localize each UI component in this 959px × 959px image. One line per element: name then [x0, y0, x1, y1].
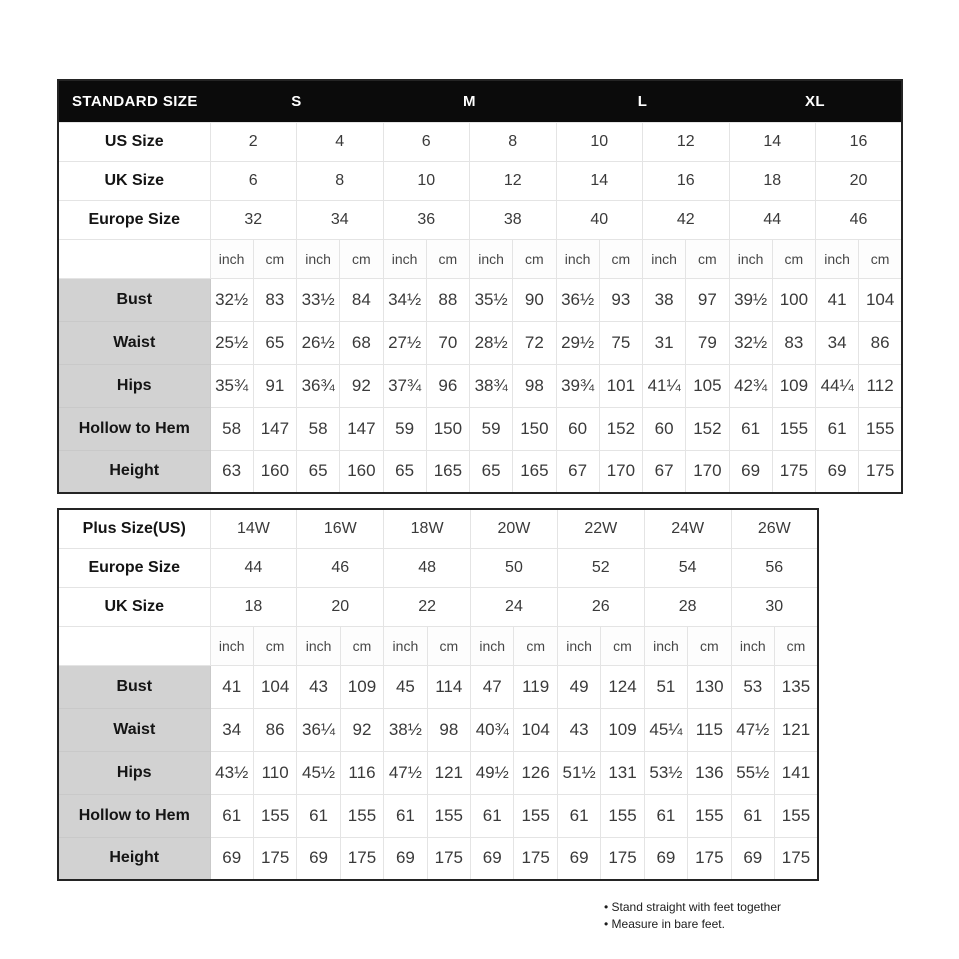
unit-cell: inch [297, 626, 340, 665]
size-value-cell: 34 [297, 200, 384, 239]
measure-cm-cell: 79 [686, 321, 729, 364]
measure-cm-cell: 170 [599, 450, 642, 493]
measure-inch-cell: 55½ [731, 751, 774, 794]
measure-inch-cell: 45¼ [644, 708, 687, 751]
measure-inch-cell: 61 [384, 794, 427, 837]
unit-cell: cm [340, 239, 383, 278]
measure-inch-cell: 61 [731, 794, 774, 837]
measure-cm-cell: 88 [426, 278, 469, 321]
size-value-cell: 24W [644, 509, 731, 548]
size-value-cell: 44 [210, 548, 297, 587]
measure-cm-cell: 83 [772, 321, 815, 364]
measure-cm-cell: 109 [601, 708, 644, 751]
measure-cm-cell: 160 [340, 450, 383, 493]
unit-cell: inch [729, 239, 772, 278]
measure-inch-cell: 61 [644, 794, 687, 837]
row-label: Height [58, 450, 210, 493]
unit-cell: cm [426, 239, 469, 278]
size-value-cell: 20 [816, 161, 903, 200]
measure-inch-cell: 65 [297, 450, 340, 493]
measure-cm-cell: 93 [599, 278, 642, 321]
row-label: Hips [58, 364, 210, 407]
measure-inch-cell: 49 [557, 665, 600, 708]
measure-inch-cell: 35¾ [210, 364, 253, 407]
measure-inch-cell: 63 [210, 450, 253, 493]
measure-inch-cell: 41¼ [643, 364, 686, 407]
row-label: Europe Size [58, 548, 210, 587]
measure-cm-cell: 105 [686, 364, 729, 407]
measure-inch-cell: 49½ [471, 751, 514, 794]
measure-inch-cell: 65 [470, 450, 513, 493]
unit-cell: inch [816, 239, 859, 278]
measure-cm-cell: 72 [513, 321, 556, 364]
unit-cell: inch [210, 239, 253, 278]
measure-cm-cell: 175 [340, 837, 383, 880]
measure-inch-cell: 69 [816, 450, 859, 493]
unit-cell: inch [643, 239, 686, 278]
size-value-cell: 6 [383, 122, 470, 161]
measure-cm-cell: 92 [340, 364, 383, 407]
unit-cell: cm [772, 239, 815, 278]
measure-inch-cell: 51 [644, 665, 687, 708]
measure-cm-cell: 150 [513, 407, 556, 450]
measure-inch-cell: 58 [210, 407, 253, 450]
measure-inch-cell: 25½ [210, 321, 253, 364]
measure-inch-cell: 41 [816, 278, 859, 321]
measure-cm-cell: 104 [859, 278, 902, 321]
measure-cm-cell: 155 [514, 794, 557, 837]
measure-cm-cell: 152 [599, 407, 642, 450]
measure-cm-cell: 83 [253, 278, 296, 321]
measure-inch-cell: 36¾ [297, 364, 340, 407]
size-value-cell: 56 [731, 548, 818, 587]
measure-inch-cell: 34 [816, 321, 859, 364]
row-label: Plus Size(US) [58, 509, 210, 548]
measure-cm-cell: 155 [859, 407, 902, 450]
measure-cm-cell: 165 [513, 450, 556, 493]
size-value-cell: 50 [471, 548, 558, 587]
row-label: Bust [58, 278, 210, 321]
measure-inch-cell: 35½ [470, 278, 513, 321]
unit-cell: inch [731, 626, 774, 665]
unit-cell: inch [470, 239, 513, 278]
unit-cell: cm [513, 239, 556, 278]
unit-cell: cm [601, 626, 644, 665]
size-value-cell: 46 [816, 200, 903, 239]
size-value-cell: 20W [471, 509, 558, 548]
measure-inch-cell: 53 [731, 665, 774, 708]
measure-inch-cell: 34 [210, 708, 253, 751]
measure-inch-cell: 44¼ [816, 364, 859, 407]
footnote-stand-straight: • Stand straight with feet together [604, 899, 781, 916]
plus-size-table [57, 508, 819, 881]
size-value-cell: 30 [731, 587, 818, 626]
size-value-cell: 10 [383, 161, 470, 200]
size-value-cell: 18 [210, 587, 297, 626]
size-value-cell: 8 [297, 161, 384, 200]
measure-cm-cell: 175 [688, 837, 731, 880]
size-value-cell: 54 [644, 548, 731, 587]
measure-inch-cell: 38½ [384, 708, 427, 751]
measure-cm-cell: 175 [772, 450, 815, 493]
size-value-cell: 22W [557, 509, 644, 548]
measure-cm-cell: 160 [253, 450, 296, 493]
row-label: Height [58, 837, 210, 880]
unit-cell: cm [688, 626, 731, 665]
measure-cm-cell: 110 [253, 751, 296, 794]
measure-inch-cell: 69 [644, 837, 687, 880]
measure-inch-cell: 61 [471, 794, 514, 837]
measurement-footnotes [604, 899, 781, 933]
measure-cm-cell: 116 [340, 751, 383, 794]
measure-cm-cell: 98 [513, 364, 556, 407]
measure-cm-cell: 155 [774, 794, 818, 837]
measure-cm-cell: 155 [688, 794, 731, 837]
measure-inch-cell: 39½ [729, 278, 772, 321]
standard-size-table [57, 79, 903, 494]
measure-inch-cell: 67 [643, 450, 686, 493]
measure-cm-cell: 130 [688, 665, 731, 708]
measure-inch-cell: 43 [297, 665, 340, 708]
measure-cm-cell: 175 [859, 450, 902, 493]
measure-inch-cell: 61 [210, 794, 253, 837]
measure-cm-cell: 175 [514, 837, 557, 880]
unit-cell: inch [557, 626, 600, 665]
measure-cm-cell: 84 [340, 278, 383, 321]
measure-cm-cell: 114 [427, 665, 470, 708]
size-value-cell: 16W [297, 509, 384, 548]
size-group-header: S [210, 80, 383, 122]
measure-cm-cell: 170 [686, 450, 729, 493]
measure-inch-cell: 33½ [297, 278, 340, 321]
size-value-cell: 28 [644, 587, 731, 626]
measure-inch-cell: 69 [297, 837, 340, 880]
measure-cm-cell: 112 [859, 364, 902, 407]
unit-cell: inch [471, 626, 514, 665]
measure-inch-cell: 61 [816, 407, 859, 450]
unit-cell: cm [253, 626, 296, 665]
measure-cm-cell: 175 [774, 837, 818, 880]
measure-cm-cell: 100 [772, 278, 815, 321]
measure-inch-cell: 47 [471, 665, 514, 708]
unit-cell: inch [210, 626, 253, 665]
measure-cm-cell: 115 [688, 708, 731, 751]
row-label: Hollow to Hem [58, 794, 210, 837]
measure-cm-cell: 141 [774, 751, 818, 794]
unit-cell: inch [384, 626, 427, 665]
measure-inch-cell: 38 [643, 278, 686, 321]
measure-cm-cell: 104 [514, 708, 557, 751]
measure-cm-cell: 109 [340, 665, 383, 708]
unit-cell: cm [340, 626, 383, 665]
measure-inch-cell: 60 [556, 407, 599, 450]
size-value-cell: 46 [297, 548, 384, 587]
measure-cm-cell: 136 [688, 751, 731, 794]
size-value-cell: 44 [729, 200, 816, 239]
size-value-cell: 6 [210, 161, 297, 200]
size-value-cell: 36 [383, 200, 470, 239]
measure-cm-cell: 91 [253, 364, 296, 407]
measure-inch-cell: 47½ [731, 708, 774, 751]
unit-cell: inch [556, 239, 599, 278]
measure-inch-cell: 47½ [384, 751, 427, 794]
measure-inch-cell: 40¾ [471, 708, 514, 751]
measure-cm-cell: 175 [427, 837, 470, 880]
measure-inch-cell: 27½ [383, 321, 426, 364]
measure-cm-cell: 90 [513, 278, 556, 321]
size-value-cell: 22 [384, 587, 471, 626]
size-value-cell: 2 [210, 122, 297, 161]
measure-cm-cell: 152 [686, 407, 729, 450]
measure-cm-cell: 135 [774, 665, 818, 708]
measure-inch-cell: 69 [557, 837, 600, 880]
measure-inch-cell: 61 [557, 794, 600, 837]
size-value-cell: 40 [556, 200, 643, 239]
measure-cm-cell: 155 [772, 407, 815, 450]
measure-cm-cell: 147 [253, 407, 296, 450]
size-value-cell: 14W [210, 509, 297, 548]
row-label-empty [58, 239, 210, 278]
measure-cm-cell: 131 [601, 751, 644, 794]
measure-cm-cell: 165 [426, 450, 469, 493]
measure-cm-cell: 75 [599, 321, 642, 364]
measure-cm-cell: 147 [340, 407, 383, 450]
unit-cell: cm [599, 239, 642, 278]
size-value-cell: 38 [470, 200, 557, 239]
measure-inch-cell: 34½ [383, 278, 426, 321]
size-value-cell: 12 [470, 161, 557, 200]
measure-inch-cell: 31 [643, 321, 686, 364]
measure-cm-cell: 101 [599, 364, 642, 407]
unit-cell: cm [859, 239, 902, 278]
size-value-cell: 26W [731, 509, 818, 548]
measure-inch-cell: 65 [383, 450, 426, 493]
measure-cm-cell: 155 [340, 794, 383, 837]
size-value-cell: 52 [557, 548, 644, 587]
measure-cm-cell: 150 [426, 407, 469, 450]
row-label-empty [58, 626, 210, 665]
size-value-cell: 20 [297, 587, 384, 626]
size-value-cell: 4 [297, 122, 384, 161]
measure-inch-cell: 37¾ [383, 364, 426, 407]
measure-cm-cell: 121 [774, 708, 818, 751]
size-value-cell: 18W [384, 509, 471, 548]
size-value-cell: 16 [643, 161, 730, 200]
size-value-cell: 42 [643, 200, 730, 239]
measure-inch-cell: 32½ [210, 278, 253, 321]
measure-inch-cell: 59 [383, 407, 426, 450]
row-label: UK Size [58, 161, 210, 200]
measure-inch-cell: 53½ [644, 751, 687, 794]
measure-cm-cell: 86 [859, 321, 902, 364]
row-label: Hips [58, 751, 210, 794]
measure-inch-cell: 28½ [470, 321, 513, 364]
size-value-cell: 14 [556, 161, 643, 200]
row-label: Waist [58, 708, 210, 751]
measure-cm-cell: 86 [253, 708, 296, 751]
measure-inch-cell: 59 [470, 407, 513, 450]
size-value-cell: 18 [729, 161, 816, 200]
measure-cm-cell: 121 [427, 751, 470, 794]
measure-inch-cell: 42¾ [729, 364, 772, 407]
size-value-cell: 12 [643, 122, 730, 161]
measure-cm-cell: 98 [427, 708, 470, 751]
row-label: UK Size [58, 587, 210, 626]
measure-inch-cell: 67 [556, 450, 599, 493]
size-group-header: M [383, 80, 556, 122]
size-value-cell: 24 [471, 587, 558, 626]
unit-cell: inch [383, 239, 426, 278]
measure-inch-cell: 69 [210, 837, 253, 880]
measure-cm-cell: 126 [514, 751, 557, 794]
table-title: STANDARD SIZE [58, 80, 210, 122]
measure-inch-cell: 36½ [556, 278, 599, 321]
size-value-cell: 32 [210, 200, 297, 239]
size-group-header: XL [729, 80, 902, 122]
measure-cm-cell: 119 [514, 665, 557, 708]
measure-inch-cell: 43½ [210, 751, 253, 794]
measure-inch-cell: 58 [297, 407, 340, 450]
size-value-cell: 14 [729, 122, 816, 161]
unit-cell: cm [253, 239, 296, 278]
unit-cell: cm [514, 626, 557, 665]
size-value-cell: 16 [816, 122, 903, 161]
measure-inch-cell: 36¼ [297, 708, 340, 751]
measure-cm-cell: 175 [253, 837, 296, 880]
measure-cm-cell: 92 [340, 708, 383, 751]
measure-inch-cell: 69 [729, 450, 772, 493]
measure-cm-cell: 155 [601, 794, 644, 837]
measure-inch-cell: 45 [384, 665, 427, 708]
measure-inch-cell: 61 [729, 407, 772, 450]
row-label: Bust [58, 665, 210, 708]
measure-cm-cell: 109 [772, 364, 815, 407]
measure-cm-cell: 65 [253, 321, 296, 364]
measure-cm-cell: 124 [601, 665, 644, 708]
measure-cm-cell: 68 [340, 321, 383, 364]
unit-cell: cm [686, 239, 729, 278]
measure-inch-cell: 60 [643, 407, 686, 450]
measure-inch-cell: 69 [731, 837, 774, 880]
measure-inch-cell: 41 [210, 665, 253, 708]
measure-inch-cell: 38¾ [470, 364, 513, 407]
measure-cm-cell: 155 [253, 794, 296, 837]
measure-cm-cell: 175 [601, 837, 644, 880]
footnote-bare-feet: • Measure in bare feet. [604, 916, 781, 933]
row-label: US Size [58, 122, 210, 161]
measure-inch-cell: 29½ [556, 321, 599, 364]
measure-inch-cell: 61 [297, 794, 340, 837]
measure-cm-cell: 104 [253, 665, 296, 708]
row-label: Hollow to Hem [58, 407, 210, 450]
measure-inch-cell: 26½ [297, 321, 340, 364]
measure-inch-cell: 51½ [557, 751, 600, 794]
measure-inch-cell: 45½ [297, 751, 340, 794]
size-value-cell: 48 [384, 548, 471, 587]
size-value-cell: 8 [470, 122, 557, 161]
measure-cm-cell: 70 [426, 321, 469, 364]
size-value-cell: 10 [556, 122, 643, 161]
row-label: Waist [58, 321, 210, 364]
unit-cell: cm [774, 626, 818, 665]
measure-cm-cell: 155 [427, 794, 470, 837]
measure-inch-cell: 43 [557, 708, 600, 751]
measure-inch-cell: 39¾ [556, 364, 599, 407]
measure-cm-cell: 96 [426, 364, 469, 407]
measure-inch-cell: 69 [384, 837, 427, 880]
size-value-cell: 26 [557, 587, 644, 626]
unit-cell: inch [297, 239, 340, 278]
unit-cell: inch [644, 626, 687, 665]
unit-cell: cm [427, 626, 470, 665]
measure-inch-cell: 32½ [729, 321, 772, 364]
size-group-header: L [556, 80, 729, 122]
measure-inch-cell: 69 [471, 837, 514, 880]
row-label: Europe Size [58, 200, 210, 239]
measure-cm-cell: 97 [686, 278, 729, 321]
